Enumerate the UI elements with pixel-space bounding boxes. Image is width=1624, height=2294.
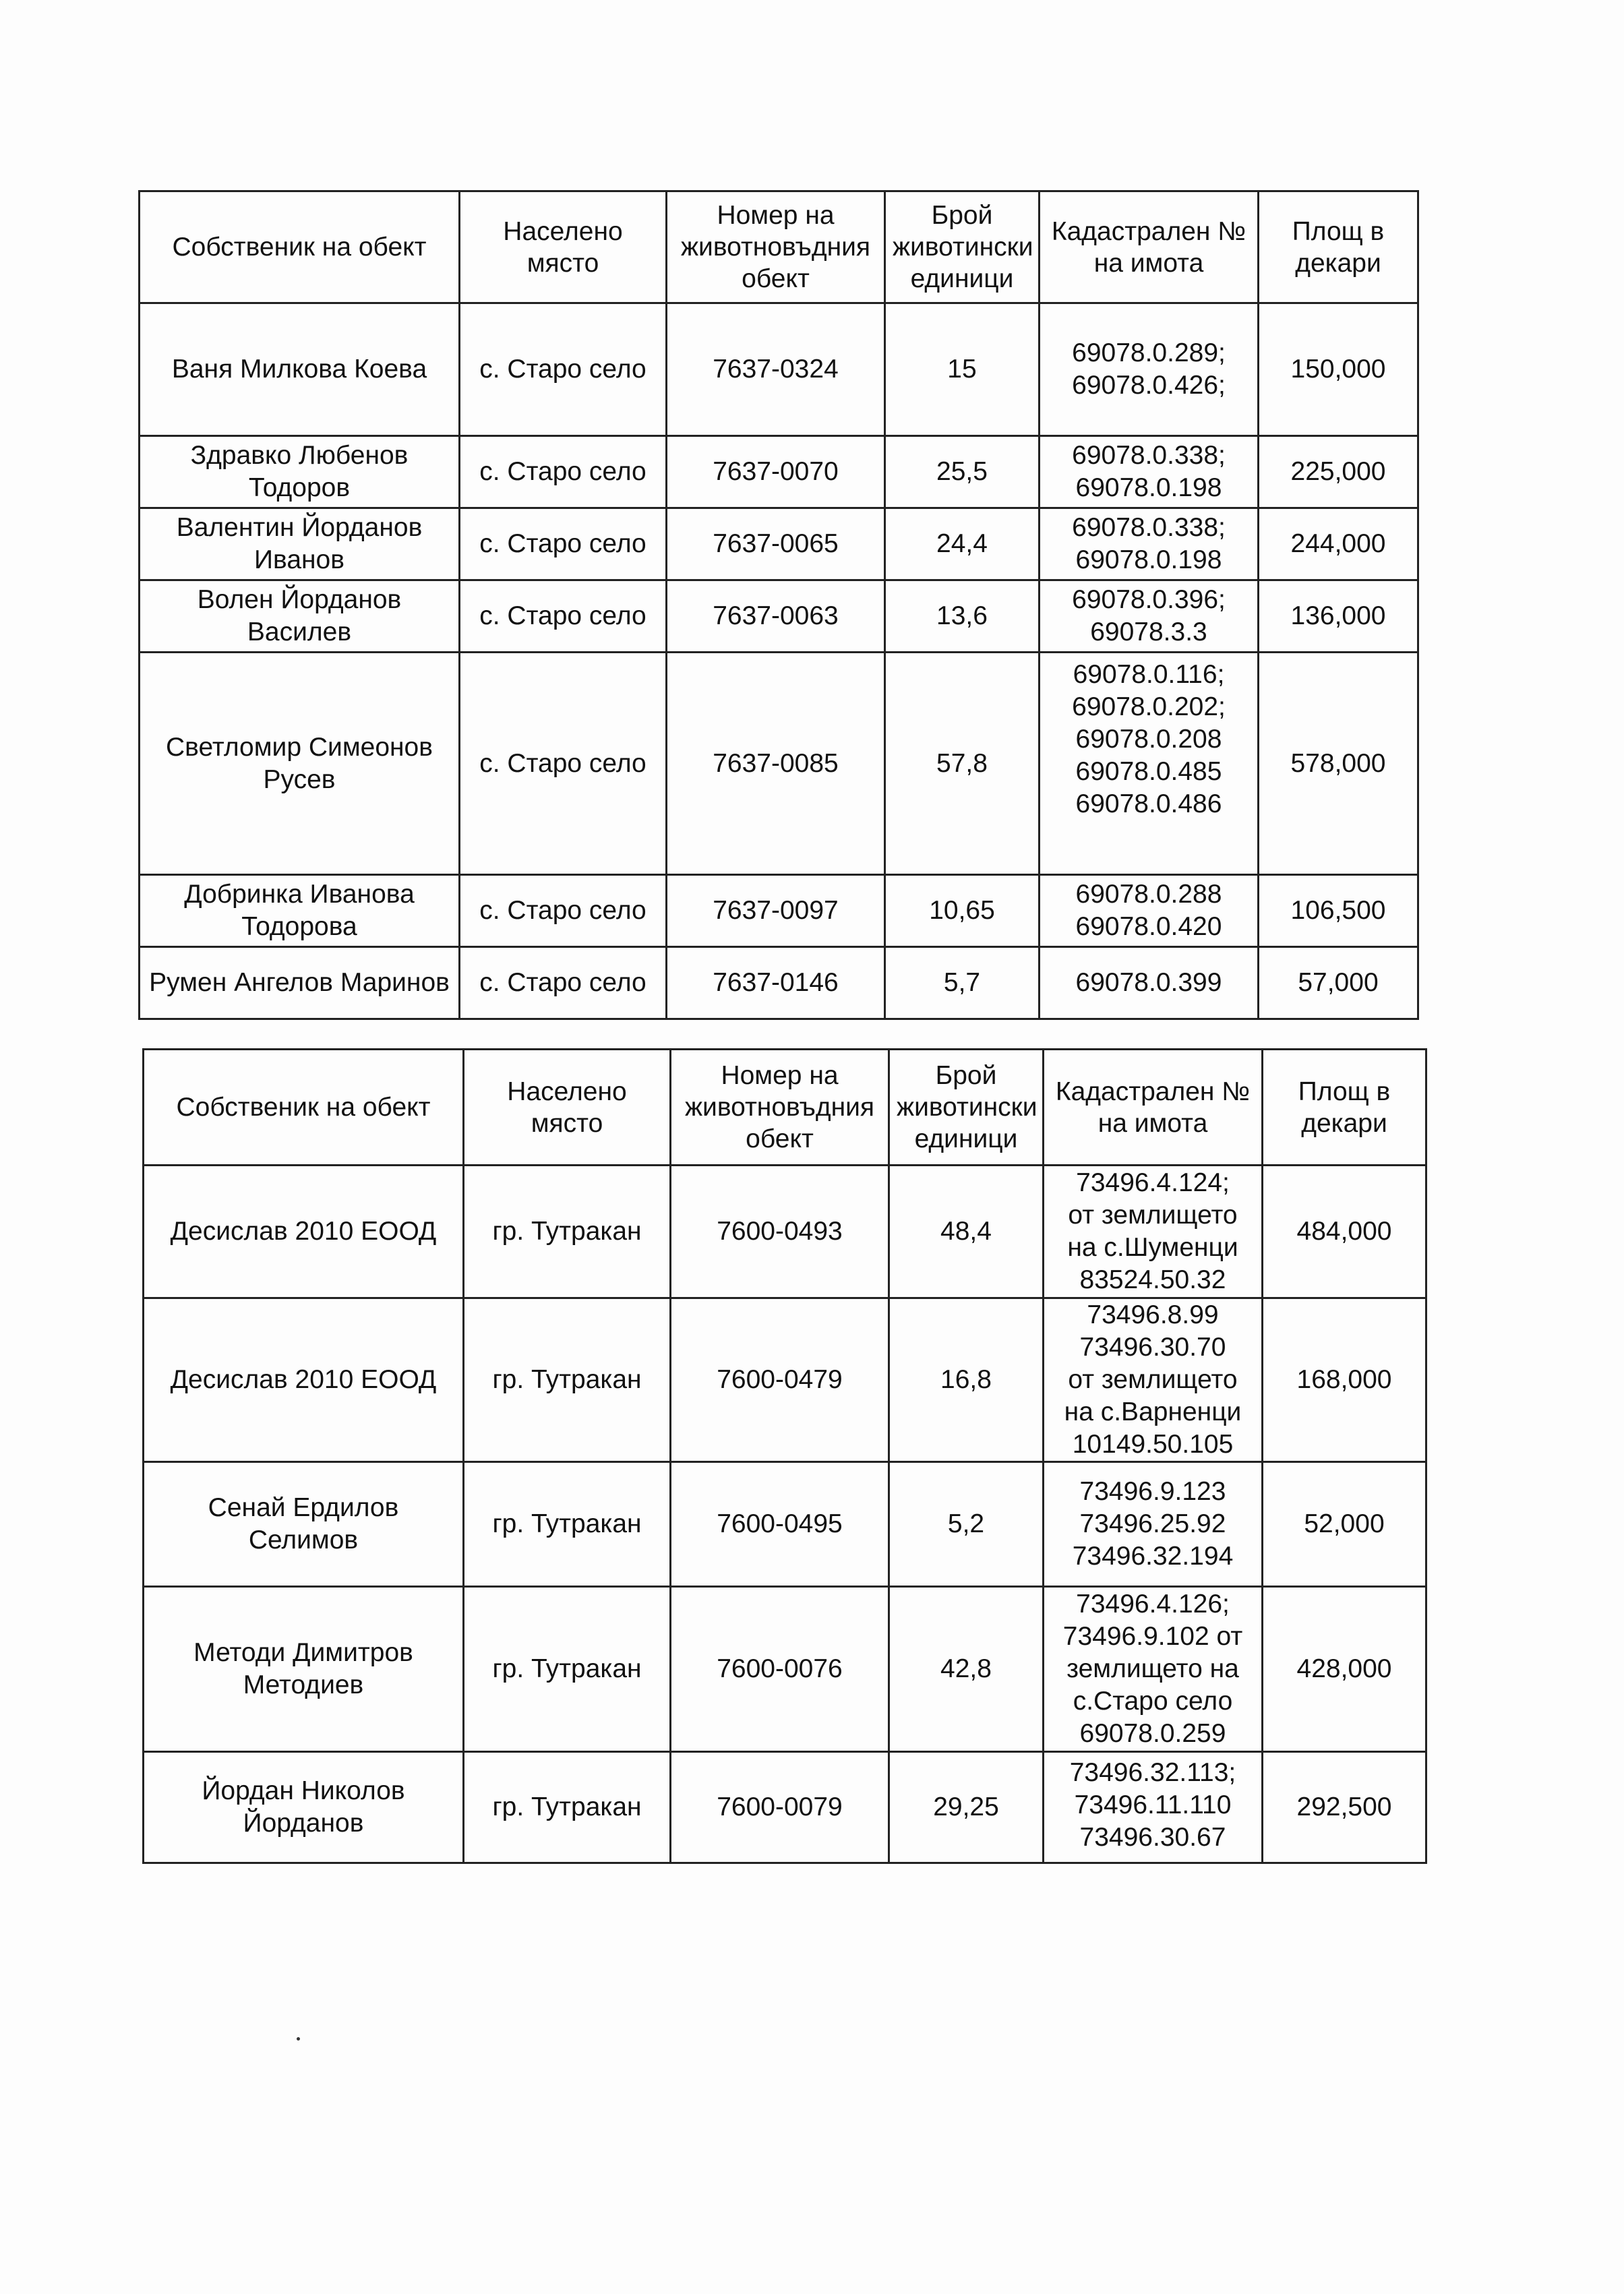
table-row	[144, 1587, 1426, 1752]
table-row	[144, 1752, 1426, 1863]
cell-place: гр. Тутракан	[464, 1166, 671, 1298]
cell-place: с. Старо село	[460, 653, 667, 875]
cell-owner: Здравко Любенов Тодоров	[140, 436, 460, 508]
cell-place: гр. Тутракан	[464, 1752, 671, 1863]
header-farm-number: Номер на животновъдния обект	[667, 191, 885, 303]
header-owner: Собственик на обект	[144, 1050, 464, 1166]
header-area: Площ в декари	[1263, 1050, 1426, 1166]
table-header-row	[140, 191, 1418, 303]
cell-cadastral-number: 69078.0.288 69078.0.420	[1040, 875, 1259, 947]
cell-place: с. Старо село	[460, 875, 667, 947]
table-row	[140, 436, 1418, 508]
cell-owner: Румен Ангелов Маринов	[140, 947, 460, 1019]
header-owner: Собственик на обект	[140, 191, 460, 303]
cell-area: 292,500	[1263, 1752, 1426, 1863]
cell-area: 106,500	[1259, 875, 1418, 947]
cell-place: с. Старо село	[460, 947, 667, 1019]
cell-area: 168,000	[1263, 1298, 1426, 1462]
cell-farm-number: 7600-0079	[671, 1752, 889, 1863]
table-row	[140, 303, 1418, 436]
cell-owner: Волен Йорданов Василев	[140, 580, 460, 653]
cell-cadastral-number: 69078.0.116; 69078.0.202; 69078.0.208 69078.0.485 69078.0.486	[1040, 653, 1259, 875]
cell-owner: Ваня Милкова Коева	[140, 303, 460, 436]
cell-place: с. Старо село	[460, 436, 667, 508]
cell-animal-units: 48,4	[889, 1166, 1044, 1298]
cell-area: 57,000	[1259, 947, 1418, 1019]
cell-owner: Сенай Ердилов Селимов	[144, 1462, 464, 1587]
table-row	[144, 1166, 1426, 1298]
cell-animal-units: 25,5	[885, 436, 1040, 508]
table-row	[140, 947, 1418, 1019]
cell-owner: Десислав 2010 ЕООД	[144, 1166, 464, 1298]
cell-cadastral-number: 73496.4.124; от землището на с.Шуменци 83524.50.32	[1044, 1166, 1263, 1298]
header-animal-units: Брой животински единици	[889, 1050, 1044, 1166]
cell-place: гр. Тутракан	[464, 1462, 671, 1587]
cell-animal-units: 24,4	[885, 508, 1040, 580]
cell-place: с. Старо село	[460, 303, 667, 436]
cell-area: 52,000	[1263, 1462, 1426, 1587]
header-area: Площ в декари	[1259, 191, 1418, 303]
table-row	[140, 653, 1418, 875]
cell-animal-units: 15	[885, 303, 1040, 436]
table-row	[144, 1298, 1426, 1462]
cell-place: гр. Тутракан	[464, 1587, 671, 1752]
header-farm-number: Номер на животновъдния обект	[671, 1050, 889, 1166]
table-row	[140, 508, 1418, 580]
scan-speck	[297, 2037, 300, 2041]
cell-area: 484,000	[1263, 1166, 1426, 1298]
cell-cadastral-number: 69078.0.396; 69078.3.3	[1040, 580, 1259, 653]
cell-farm-number: 7600-0479	[671, 1298, 889, 1462]
cell-cadastral-number: 73496.4.126; 73496.9.102 от землището на с.Старо село 69078.0.259	[1044, 1587, 1263, 1752]
table-row	[140, 580, 1418, 653]
cell-animal-units: 5,7	[885, 947, 1040, 1019]
cell-farm-number: 7637-0065	[667, 508, 885, 580]
cell-place: гр. Тутракан	[464, 1298, 671, 1462]
cell-farm-number: 7637-0085	[667, 653, 885, 875]
cell-cadastral-number: 73496.9.123 73496.25.92 73496.32.194	[1044, 1462, 1263, 1587]
header-cadastral-number: Кадастрален № на имота	[1040, 191, 1259, 303]
cell-farm-number: 7600-0495	[671, 1462, 889, 1587]
cell-cadastral-number: 69078.0.338; 69078.0.198	[1040, 436, 1259, 508]
cell-area: 244,000	[1259, 508, 1418, 580]
cell-farm-number: 7637-0146	[667, 947, 885, 1019]
cell-owner: Йордан Николов Йорданов	[144, 1752, 464, 1863]
cell-animal-units: 13,6	[885, 580, 1040, 653]
cell-cadastral-number: 69078.0.338; 69078.0.198	[1040, 508, 1259, 580]
table-header-row	[144, 1050, 1426, 1166]
cell-area: 578,000	[1259, 653, 1418, 875]
cell-owner: Методи Димитров Методиев	[144, 1587, 464, 1752]
cell-animal-units: 57,8	[885, 653, 1040, 875]
cell-cadastral-number: 69078.0.399	[1040, 947, 1259, 1019]
livestock-table-tutrakan	[142, 1048, 1427, 1864]
cell-area: 225,000	[1259, 436, 1418, 508]
cell-owner: Добринка Иванова Тодорова	[140, 875, 460, 947]
cell-area: 150,000	[1259, 303, 1418, 436]
livestock-table-staro-selo	[138, 190, 1419, 1020]
cell-area: 428,000	[1263, 1587, 1426, 1752]
cell-place: с. Старо село	[460, 508, 667, 580]
cell-cadastral-number: 73496.32.113; 73496.11.110 73496.30.67	[1044, 1752, 1263, 1863]
cell-farm-number: 7600-0493	[671, 1166, 889, 1298]
cell-farm-number: 7600-0076	[671, 1587, 889, 1752]
cell-place: с. Старо село	[460, 580, 667, 653]
cell-area: 136,000	[1259, 580, 1418, 653]
cell-farm-number: 7637-0070	[667, 436, 885, 508]
header-animal-units: Брой животински единици	[885, 191, 1040, 303]
cell-cadastral-number: 69078.0.289; 69078.0.426;	[1040, 303, 1259, 436]
cell-farm-number: 7637-0324	[667, 303, 885, 436]
cell-farm-number: 7637-0097	[667, 875, 885, 947]
cell-animal-units: 5,2	[889, 1462, 1044, 1587]
header-place: Населено място	[460, 191, 667, 303]
cell-farm-number: 7637-0063	[667, 580, 885, 653]
cell-animal-units: 42,8	[889, 1587, 1044, 1752]
cell-animal-units: 29,25	[889, 1752, 1044, 1863]
cell-animal-units: 16,8	[889, 1298, 1044, 1462]
table-row	[144, 1462, 1426, 1587]
cell-owner: Светломир Симеонов Русев	[140, 653, 460, 875]
header-place: Населено място	[464, 1050, 671, 1166]
cell-owner: Десислав 2010 ЕООД	[144, 1298, 464, 1462]
header-cadastral-number: Кадастрален № на имота	[1044, 1050, 1263, 1166]
cell-cadastral-number: 73496.8.99 73496.30.70 от землището на с.Варненци 10149.50.105	[1044, 1298, 1263, 1462]
table-row	[140, 875, 1418, 947]
cell-animal-units: 10,65	[885, 875, 1040, 947]
cell-owner: Валентин Йорданов Иванов	[140, 508, 460, 580]
